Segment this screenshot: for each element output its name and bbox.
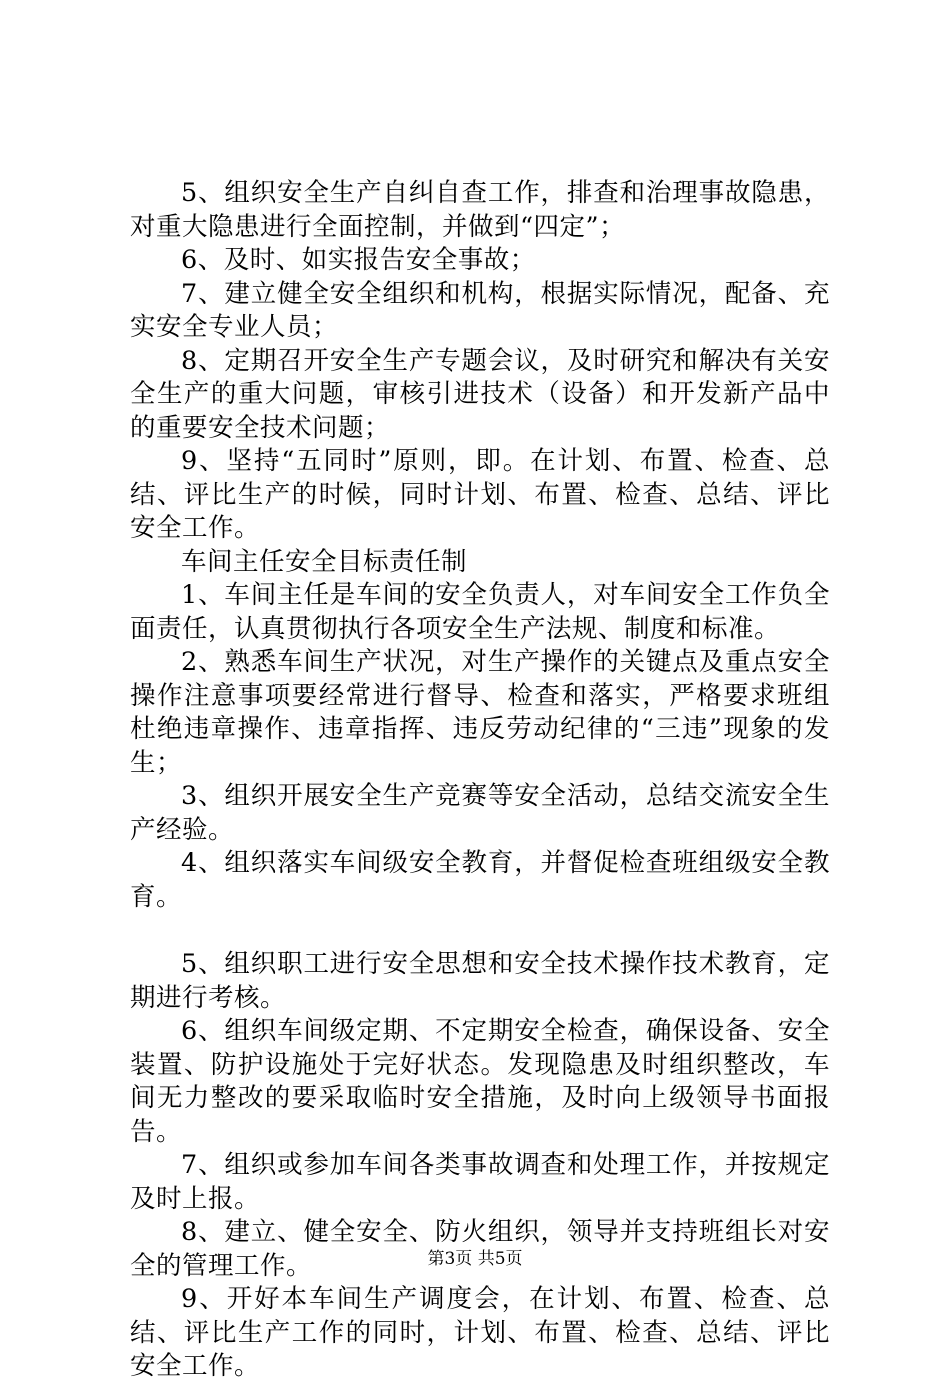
paragraph-7: 1、车间主任是车间的安全负责人，对车间安全工作负全面责任，认真贯彻执行各项安全生产法规、制度和标准。 [130, 580, 830, 644]
paragraph-14: 8、建立、健全安全、防火组织，领导并支持班组长对安全的管理工作。 [130, 1217, 830, 1281]
paragraph-15: 9、开好本车间生产调度会，在计划、布置、检查、总结、评比生产工作的同时，计划、布置、检查、总结、评比安全工作。 [130, 1284, 830, 1381]
paragraph-5: 9、坚持“五同时”原则，即。在计划、布置、检查、总结、评比生产的时候，同时计划、布置、检查、总结、评比安全工作。 [130, 446, 830, 543]
section-heading: 车间主任安全目标责任制 [181, 546, 468, 577]
paragraph-9: 3、组织开展安全生产竞赛等安全活动，总结交流安全生产经验。 [130, 781, 830, 845]
document-body [130, 177, 830, 1384]
paragraph-11: 5、组织职工进行安全思想和安全技术操作技术教育，定期进行考核。 [130, 949, 830, 1013]
page-number-footer: 第3页 共5页 [427, 1249, 523, 1269]
paragraph-4: 8、定期召开安全生产专题会议，及时研究和解决有关安全生产的重大问题，审核引进技术（设备）和开发新产品中的重要安全技术问题； [130, 345, 830, 443]
paragraph-12: 6、组织车间级定期、不定期安全检查，确保设备、安全装置、防护设施处于完好状态。发现隐患及时组织整改，车间无力整改的要采取临时安全措施，及时向上级领导书面报告。 [130, 1016, 830, 1147]
paragraph-1: 5、组织安全生产自纠自查工作，排查和治理事故隐患，对重大隐患进行全面控制，并做到“四定”； [130, 178, 830, 242]
paragraph-13: 7、组织或参加车间各类事故调查和处理工作，并按规定及时上报。 [130, 1150, 830, 1214]
paragraph-3: 7、建立健全安全组织和机构，根据实际情况，配备、充实安全专业人员； [130, 278, 830, 342]
paragraph-10: 4、组织落实车间级安全教育，并督促检查班组级安全教育。 [130, 848, 830, 912]
paragraph-8: 2、熟悉车间生产状况，对生产操作的关键点及重点安全操作注意事项要经常进行督导、检查和落实，严格要求班组杜绝违章操作、违章指挥、违反劳动纪律的“三违”现象的发生； [130, 647, 830, 778]
paragraph-2: 6、及时、如实报告安全事故； [181, 245, 536, 275]
